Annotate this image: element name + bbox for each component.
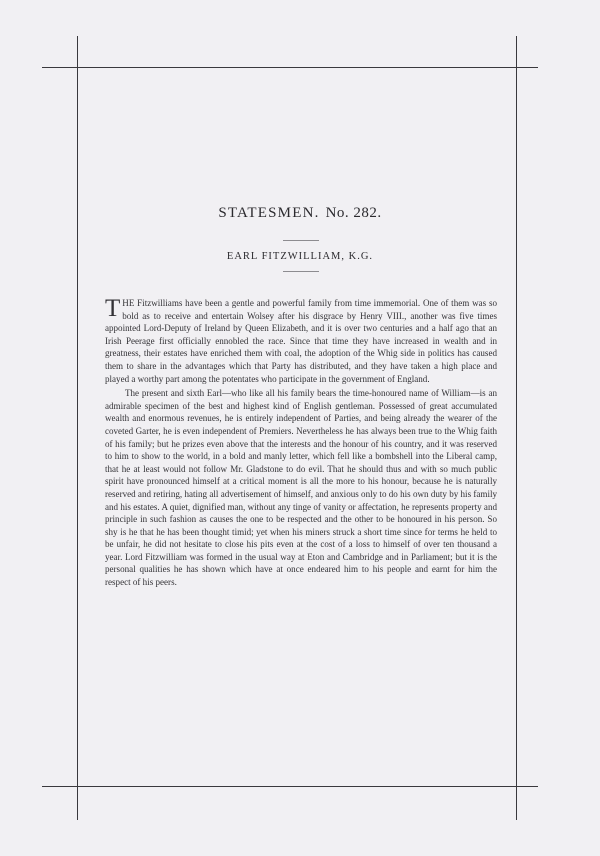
drop-cap: T xyxy=(105,295,121,322)
paragraph-1 xyxy=(105,297,497,385)
subject-heading: EARL FITZWILLIAM, K.G. xyxy=(226,251,374,262)
bottom-border-rule xyxy=(42,786,538,787)
paragraph-2: The present and sixth Earl—who like all his family bears the time-honoured name of William—is an admirable specimen of the best and highest kind of English gentleman. Possessed of great accumulated wealth and enormous revenues, he is entirely independent of Parties, and being already the wearer of the coveted Garter, he is even independent of Premiers. Nevertheless he has always been true to the Whig faith of his family; but he prizes even above that the interests and the honour of his country, and it was reserved to him to show to the world, in a bold and manly letter, which fell like a bombshell into the Liberal camp, that he at least would not follow Mr. Gladstone to do evil. That he should thus and with so much public spirit have pronounced himself at a critical moment is all the more to his honour, because he is naturally reserved and retiring, hating all advertisement of himself, and anxious only to do his own duty by his family and his estates. A quiet, dignified man, without any tinge of vanity or affectation, he represents property and principle in such fashion as causes the one to be respected and the other to be honoured in his person. So shy is he that he has been thought timid; yet when his miners struck a short time since for terms he held to be unfair, he did not hesitate to close his pits even at the cost of a loss to himself of over ten thousand a year. Lord Fitzwilliam was formed in the usual way at Eton and Cambridge and in Parliament; but it is the personal qualities he has shown which have at once endeared him to his people and earnt for him the respect of his peers. xyxy=(105,388,497,588)
paragraph-1-text: HE Fitzwilliams have been a gentle and powerful family from time immemorial. One of them was so bold as to receive and entertain Wolsey after his disgrace by Henry VIII., another was five times appointed Lord-Deputy of Ireland by Queen Elizabeth, and it is over two centuries and a half ago that an Irish Peerage first officially ennobled the race. Since that time they have increased in wealth and in greatness, their estates have enriched them with coal, the adoption of the Whig side in politics has caused them to share in the advantages which that Party has distributed, and they have taken a high place and played a worthy part among the potentates who participate in the government of England. xyxy=(105,298,497,384)
series-title: STATESMEN. xyxy=(218,205,320,221)
issue-number: No. 282. xyxy=(325,205,382,221)
right-border-rule xyxy=(516,36,517,820)
page-title xyxy=(0,205,600,222)
subtitle-divider xyxy=(283,271,319,272)
left-border-rule xyxy=(77,36,78,820)
top-border-rule xyxy=(42,67,538,68)
article-body xyxy=(105,297,497,589)
title-divider xyxy=(283,240,319,241)
